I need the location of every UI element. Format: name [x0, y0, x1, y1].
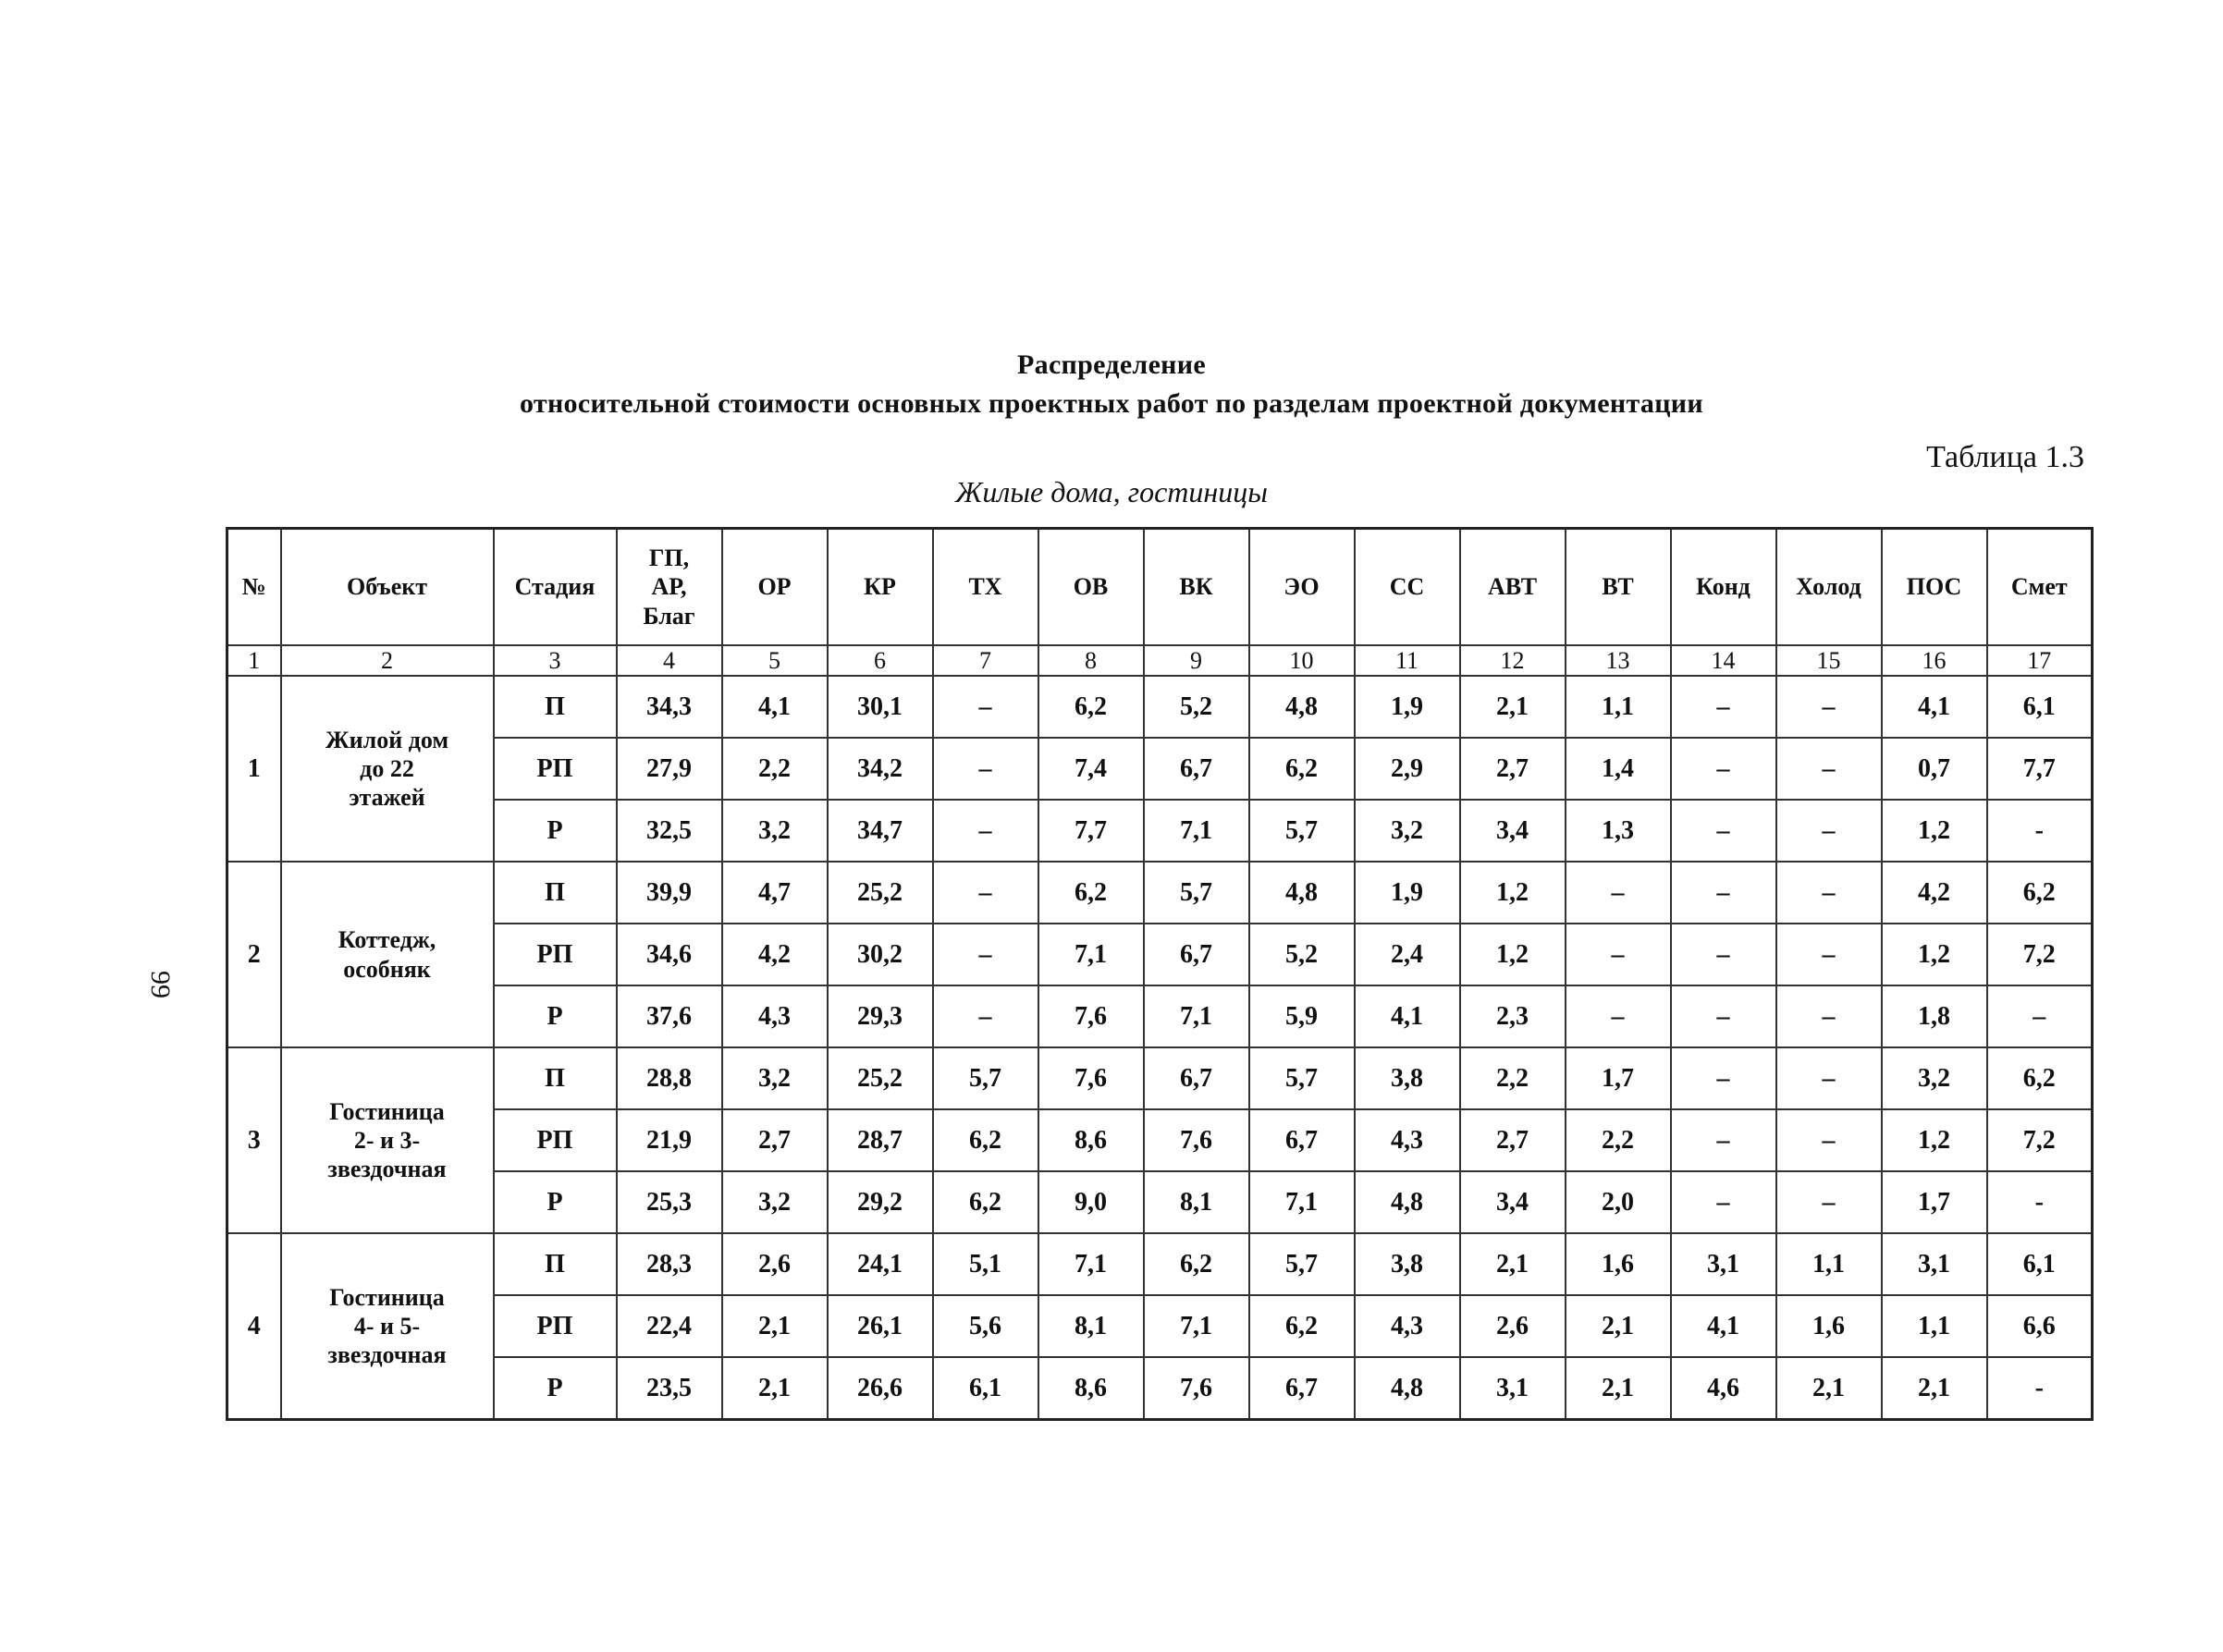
value-cell: – [1566, 924, 1671, 985]
value-cell: 8,1 [1038, 1295, 1144, 1357]
value-cell: 27,9 [617, 738, 722, 800]
value-cell: 28,3 [617, 1233, 722, 1295]
stage-cell: РП [494, 1295, 617, 1357]
column-number: 6 [828, 645, 933, 676]
value-cell: 4,8 [1249, 676, 1355, 738]
value-cell: 3,1 [1671, 1233, 1776, 1295]
table-row [227, 862, 2093, 924]
value-cell: 5,2 [1144, 676, 1249, 738]
column-header: Конд [1671, 529, 1776, 646]
value-cell: 7,1 [1144, 1295, 1249, 1357]
value-cell: 8,6 [1038, 1109, 1144, 1171]
value-cell: 4,2 [1882, 862, 1987, 924]
column-number: 1 [227, 645, 281, 676]
value-cell: – [1671, 676, 1776, 738]
value-cell: 3,2 [722, 1047, 828, 1109]
value-cell: 1,2 [1882, 924, 1987, 985]
table-header-row [227, 529, 2093, 646]
value-cell: 3,1 [1460, 1357, 1566, 1420]
value-cell: 7,1 [1144, 800, 1249, 862]
value-cell: 3,2 [722, 800, 828, 862]
value-cell: 34,2 [828, 738, 933, 800]
value-cell: – [1671, 862, 1776, 924]
value-cell: 2,6 [1460, 1295, 1566, 1357]
value-cell: - [1987, 1357, 2093, 1420]
value-cell: 7,6 [1144, 1109, 1249, 1171]
value-cell: - [1987, 1171, 2093, 1233]
value-cell: 1,9 [1355, 862, 1460, 924]
value-cell: 4,3 [1355, 1295, 1460, 1357]
value-cell: 1,2 [1882, 800, 1987, 862]
value-cell: 4,3 [1355, 1109, 1460, 1171]
value-cell: – [1671, 1047, 1776, 1109]
value-cell: 2,1 [1460, 676, 1566, 738]
value-cell: 2,7 [1460, 738, 1566, 800]
value-cell: 37,6 [617, 985, 722, 1047]
value-cell: – [1671, 1171, 1776, 1233]
stage-cell: Р [494, 1171, 617, 1233]
column-header: Объект [281, 529, 494, 646]
column-number: 7 [933, 645, 1038, 676]
column-number: 9 [1144, 645, 1249, 676]
value-cell: 1,2 [1460, 924, 1566, 985]
value-cell: 7,4 [1038, 738, 1144, 800]
value-cell: 4,3 [722, 985, 828, 1047]
value-cell: 4,8 [1355, 1357, 1460, 1420]
value-cell: 30,2 [828, 924, 933, 985]
table-row [227, 1233, 2093, 1295]
value-cell: 2,2 [1566, 1109, 1671, 1171]
column-header: Холод [1776, 529, 1882, 646]
value-cell: 2,1 [722, 1357, 828, 1420]
column-header: СС [1355, 529, 1460, 646]
stage-cell: РП [494, 1109, 617, 1171]
value-cell: – [1776, 676, 1882, 738]
value-cell: 22,4 [617, 1295, 722, 1357]
value-cell: 2,6 [722, 1233, 828, 1295]
value-cell: 34,7 [828, 800, 933, 862]
value-cell: – [1566, 862, 1671, 924]
value-cell: 2,2 [722, 738, 828, 800]
column-header: Смет [1987, 529, 2093, 646]
value-cell: 3,2 [1882, 1047, 1987, 1109]
value-cell: 2,3 [1460, 985, 1566, 1047]
object-name: Гостиница 4- и 5- звездочная [281, 1233, 494, 1420]
row-number: 1 [227, 676, 281, 862]
value-cell: 5,7 [1249, 800, 1355, 862]
value-cell: 1,1 [1776, 1233, 1882, 1295]
column-number: 5 [722, 645, 828, 676]
value-cell: 7,1 [1249, 1171, 1355, 1233]
value-cell: 2,2 [1460, 1047, 1566, 1109]
column-header: Стадия [494, 529, 617, 646]
value-cell: 1,9 [1355, 676, 1460, 738]
stage-cell: П [494, 1047, 617, 1109]
value-cell: 26,6 [828, 1357, 933, 1420]
value-cell: 8,1 [1144, 1171, 1249, 1233]
column-number: 4 [617, 645, 722, 676]
value-cell: 6,7 [1144, 924, 1249, 985]
column-header: ТХ [933, 529, 1038, 646]
value-cell: 2,9 [1355, 738, 1460, 800]
value-cell: 1,1 [1882, 1295, 1987, 1357]
value-cell: 1,7 [1882, 1171, 1987, 1233]
value-cell: 25,2 [828, 862, 933, 924]
value-cell: 29,3 [828, 985, 933, 1047]
page-number: 99 [145, 971, 176, 998]
value-cell: 32,5 [617, 800, 722, 862]
column-header: ПОС [1882, 529, 1987, 646]
value-cell: 5,2 [1249, 924, 1355, 985]
table-row [227, 1109, 2093, 1171]
table-row [227, 1295, 2093, 1357]
value-cell: 4,2 [722, 924, 828, 985]
value-cell: – [933, 862, 1038, 924]
value-cell: 26,1 [828, 1295, 933, 1357]
value-cell: – [1671, 738, 1776, 800]
value-cell: – [1671, 985, 1776, 1047]
table-row [227, 924, 2093, 985]
value-cell: 6,1 [933, 1357, 1038, 1420]
stage-cell: РП [494, 738, 617, 800]
value-cell: 5,1 [933, 1233, 1038, 1295]
value-cell: – [1671, 1109, 1776, 1171]
column-number: 14 [1671, 645, 1776, 676]
column-number: 10 [1249, 645, 1355, 676]
table-caption: Жилые дома, гостиницы [955, 475, 1268, 508]
column-header: ВТ [1566, 529, 1671, 646]
value-cell: 5,9 [1249, 985, 1355, 1047]
document-subtitle: относительной стоимости основных проектных работ по разделам проектной документации [520, 388, 1703, 419]
value-cell: 1,2 [1460, 862, 1566, 924]
stage-cell: П [494, 862, 617, 924]
row-number: 2 [227, 862, 281, 1047]
value-cell: 4,1 [1355, 985, 1460, 1047]
value-cell: 4,6 [1671, 1357, 1776, 1420]
value-cell: 25,3 [617, 1171, 722, 1233]
column-number: 11 [1355, 645, 1460, 676]
column-header: КР [828, 529, 933, 646]
stage-cell: РП [494, 924, 617, 985]
column-number: 8 [1038, 645, 1144, 676]
object-name: Жилой дом до 22 этажей [281, 676, 494, 862]
value-cell: 23,5 [617, 1357, 722, 1420]
value-cell: 4,7 [722, 862, 828, 924]
value-cell: – [1671, 800, 1776, 862]
value-cell: 1,6 [1776, 1295, 1882, 1357]
value-cell: 2,1 [1460, 1233, 1566, 1295]
value-cell: 2,4 [1355, 924, 1460, 985]
table-row [227, 676, 2093, 738]
column-header: № [227, 529, 281, 646]
value-cell: 6,7 [1144, 1047, 1249, 1109]
value-cell: – [933, 738, 1038, 800]
value-cell: 34,3 [617, 676, 722, 738]
value-cell: 7,1 [1038, 924, 1144, 985]
value-cell: 8,6 [1038, 1357, 1144, 1420]
value-cell: – [1776, 1047, 1882, 1109]
value-cell: – [1671, 924, 1776, 985]
table-row [227, 985, 2093, 1047]
value-cell: 1,6 [1566, 1233, 1671, 1295]
value-cell: 1,3 [1566, 800, 1671, 862]
value-cell: 2,1 [1566, 1357, 1671, 1420]
value-cell: 1,8 [1882, 985, 1987, 1047]
value-cell: 3,4 [1460, 800, 1566, 862]
table-row [227, 738, 2093, 800]
value-cell: 4,1 [1671, 1295, 1776, 1357]
value-cell: 29,2 [828, 1171, 933, 1233]
table-row [227, 1047, 2093, 1109]
value-cell: 7,6 [1038, 1047, 1144, 1109]
value-cell: 9,0 [1038, 1171, 1144, 1233]
value-cell: 3,4 [1460, 1171, 1566, 1233]
value-cell: 6,2 [1987, 862, 2093, 924]
value-cell: 7,6 [1144, 1357, 1249, 1420]
value-cell: 6,2 [933, 1109, 1038, 1171]
value-cell: – [1776, 738, 1882, 800]
value-cell: 34,6 [617, 924, 722, 985]
value-cell: - [1987, 800, 2093, 862]
cost-distribution-table [226, 527, 2094, 1421]
column-number: 2 [281, 645, 494, 676]
value-cell: 2,7 [1460, 1109, 1566, 1171]
value-cell: 3,8 [1355, 1047, 1460, 1109]
table-row [227, 800, 2093, 862]
stage-cell: П [494, 1233, 617, 1295]
value-cell: – [1776, 862, 1882, 924]
stage-cell: П [494, 676, 617, 738]
value-cell: 7,1 [1144, 985, 1249, 1047]
value-cell: 5,7 [933, 1047, 1038, 1109]
value-cell: – [933, 924, 1038, 985]
value-cell: 5,7 [1249, 1047, 1355, 1109]
column-number: 3 [494, 645, 617, 676]
value-cell: 2,1 [722, 1295, 828, 1357]
value-cell: 7,2 [1987, 924, 2093, 985]
column-number: 15 [1776, 645, 1882, 676]
value-cell: 5,7 [1249, 1233, 1355, 1295]
document-title: Распределение [1017, 349, 1206, 380]
value-cell: 2,1 [1566, 1295, 1671, 1357]
value-cell: 3,8 [1355, 1233, 1460, 1295]
value-cell: 2,7 [722, 1109, 828, 1171]
value-cell: 6,6 [1987, 1295, 2093, 1357]
table-row [227, 1357, 2093, 1420]
value-cell: 6,2 [1987, 1047, 2093, 1109]
value-cell: – [1776, 985, 1882, 1047]
value-cell: – [933, 985, 1038, 1047]
value-cell: 4,8 [1249, 862, 1355, 924]
value-cell: – [1987, 985, 2093, 1047]
value-cell: 6,2 [1144, 1233, 1249, 1295]
value-cell: 0,7 [1882, 738, 1987, 800]
value-cell: – [933, 676, 1038, 738]
value-cell: 4,8 [1355, 1171, 1460, 1233]
column-header: АВТ [1460, 529, 1566, 646]
value-cell: 1,2 [1882, 1109, 1987, 1171]
value-cell: 21,9 [617, 1109, 722, 1171]
value-cell: 7,6 [1038, 985, 1144, 1047]
value-cell: 2,1 [1776, 1357, 1882, 1420]
value-cell: – [1776, 800, 1882, 862]
table-row [227, 1171, 2093, 1233]
value-cell: – [1776, 1171, 1882, 1233]
value-cell: 6,1 [1987, 1233, 2093, 1295]
column-header: ОВ [1038, 529, 1144, 646]
value-cell: 6,7 [1144, 738, 1249, 800]
value-cell: 6,7 [1249, 1109, 1355, 1171]
row-number: 3 [227, 1047, 281, 1233]
value-cell: 28,8 [617, 1047, 722, 1109]
value-cell: 7,7 [1038, 800, 1144, 862]
stage-cell: Р [494, 985, 617, 1047]
value-cell: – [1566, 985, 1671, 1047]
value-cell: 6,2 [1249, 738, 1355, 800]
value-cell: 2,1 [1882, 1357, 1987, 1420]
column-header: ОР [722, 529, 828, 646]
value-cell: 4,1 [722, 676, 828, 738]
value-cell: 3,1 [1882, 1233, 1987, 1295]
value-cell: – [1776, 924, 1882, 985]
stage-cell: Р [494, 1357, 617, 1420]
value-cell: 30,1 [828, 676, 933, 738]
column-number: 17 [1987, 645, 2093, 676]
column-header: ЭО [1249, 529, 1355, 646]
value-cell: 1,7 [1566, 1047, 1671, 1109]
column-number: 13 [1566, 645, 1671, 676]
object-name: Гостиница 2- и 3- звездочная [281, 1047, 494, 1233]
value-cell: 28,7 [828, 1109, 933, 1171]
value-cell: 4,1 [1882, 676, 1987, 738]
column-number-row [227, 645, 2093, 676]
value-cell: 7,1 [1038, 1233, 1144, 1295]
object-name: Коттедж, особняк [281, 862, 494, 1047]
value-cell: – [933, 800, 1038, 862]
stage-cell: Р [494, 800, 617, 862]
value-cell: 6,7 [1249, 1357, 1355, 1420]
column-header: ВК [1144, 529, 1249, 646]
table-label: Таблица 1.3 [1926, 440, 2084, 474]
value-cell: 1,1 [1566, 676, 1671, 738]
value-cell: 1,4 [1566, 738, 1671, 800]
value-cell: 3,2 [1355, 800, 1460, 862]
value-cell: 5,6 [933, 1295, 1038, 1357]
value-cell: 24,1 [828, 1233, 933, 1295]
value-cell: 6,1 [1987, 676, 2093, 738]
column-number: 16 [1882, 645, 1987, 676]
value-cell: 5,7 [1144, 862, 1249, 924]
row-number: 4 [227, 1233, 281, 1420]
value-cell: 25,2 [828, 1047, 933, 1109]
value-cell: 6,2 [1249, 1295, 1355, 1357]
column-number: 12 [1460, 645, 1566, 676]
value-cell: – [1776, 1109, 1882, 1171]
value-cell: 3,2 [722, 1171, 828, 1233]
value-cell: 6,2 [1038, 862, 1144, 924]
column-header: ГП, АР, Благ [617, 529, 722, 646]
value-cell: 39,9 [617, 862, 722, 924]
value-cell: 7,7 [1987, 738, 2093, 800]
value-cell: 7,2 [1987, 1109, 2093, 1171]
value-cell: 2,0 [1566, 1171, 1671, 1233]
value-cell: 6,2 [1038, 676, 1144, 738]
value-cell: 6,2 [933, 1171, 1038, 1233]
